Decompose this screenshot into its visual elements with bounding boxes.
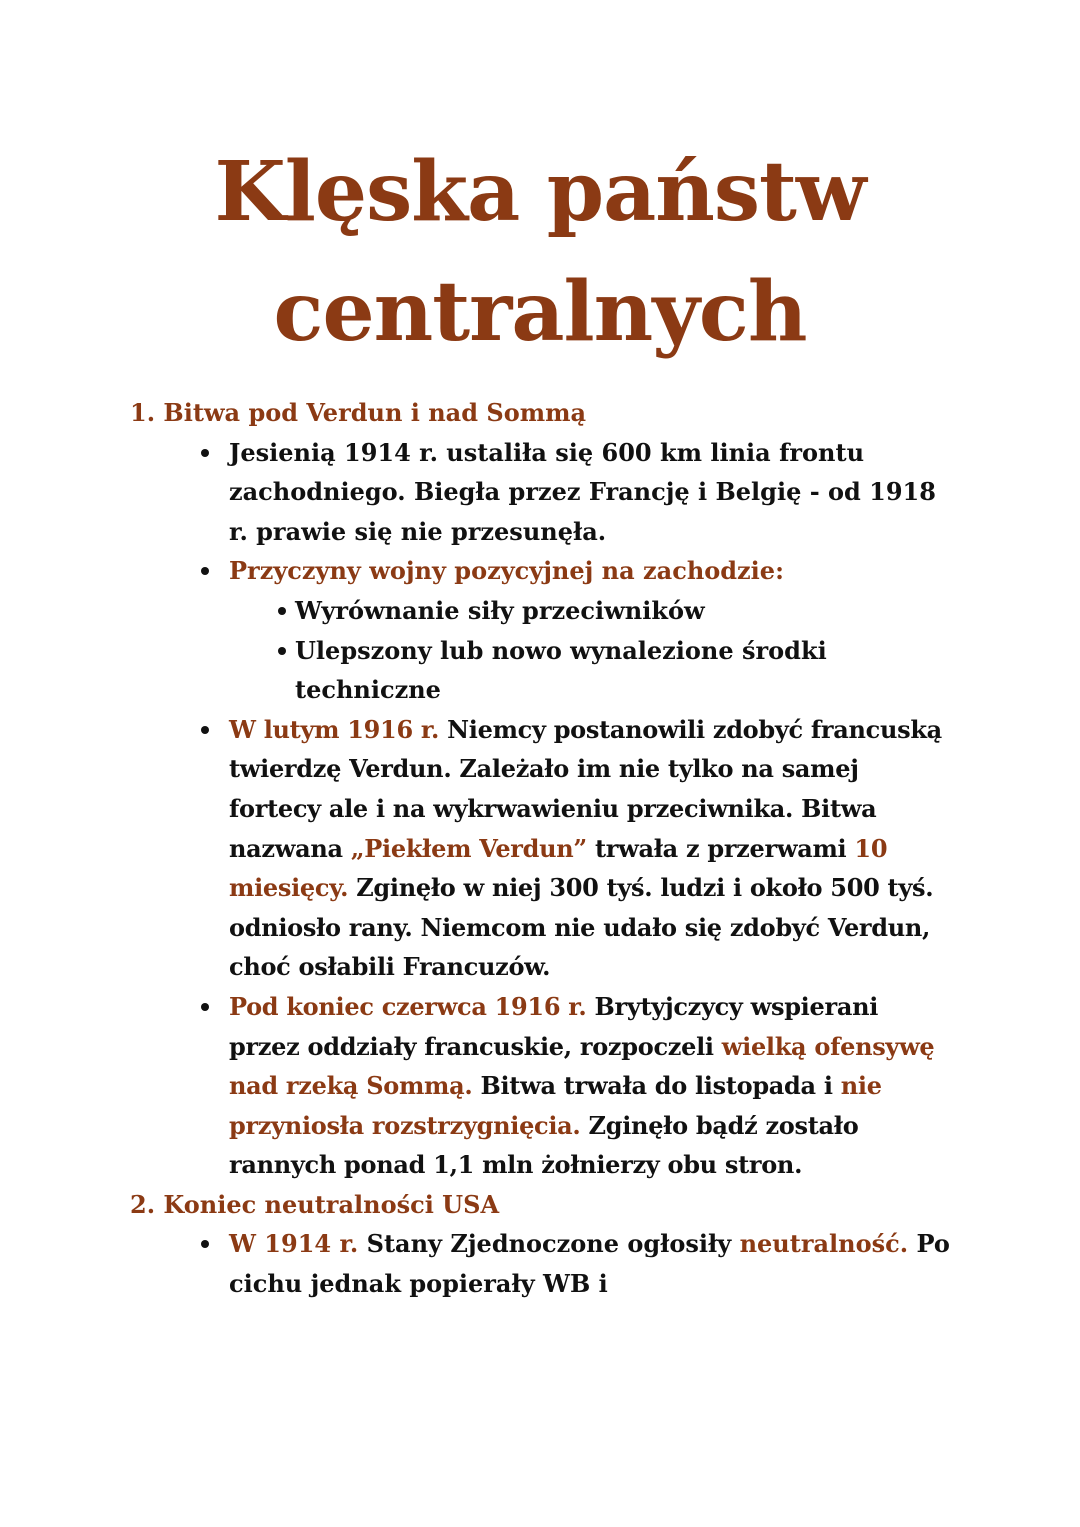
- list-item: [229, 710, 950, 987]
- highlight-date: W 1914 r.: [229, 1229, 359, 1259]
- list-item: [229, 987, 950, 1185]
- list-item: [229, 1224, 950, 1303]
- sub-bullet-list: [229, 591, 950, 710]
- page-title-line-1: Klęska państw: [214, 144, 866, 240]
- highlight-event: wielką ofensywę nad rzeką Sommą.: [229, 1031, 935, 1101]
- highlight-date: W lutym 1916 r.: [229, 714, 440, 744]
- bullet-text: Zginęło w niej 300 tyś. ludzi i około 500 tyś. odniosło rany. Niemcom nie udało się zdobyć Verdun, choć osłabili Francuzów.: [229, 873, 934, 982]
- list-item: [229, 551, 950, 709]
- list-item: [229, 433, 950, 552]
- highlight-outcome: nie przyniosła rozstrzygnięcia.: [229, 1071, 882, 1140]
- bullet-text: trwała z przerwami: [586, 833, 855, 863]
- highlight-term: neutralność.: [739, 1229, 909, 1259]
- highlight-date: Pod koniec czerwca 1916 r.: [229, 991, 587, 1021]
- bullet-text: Niemcy postanowili zdobyć francuską twierdzę Verdun. Zależało im nie tylko na samej fortecy ale i na wykrwawieniu przeciwnika. Bitwa nazwana: [229, 714, 942, 863]
- section-heading-2: 2. Koniec neutralności USA: [130, 1189, 500, 1219]
- sub-bullet-text: Wyrównanie siły przeciwników: [295, 595, 705, 625]
- bullet-text: Po cichu jednak popierały WB i: [229, 1229, 950, 1299]
- page-title-line-2: centralnych: [273, 264, 807, 360]
- section-1-bullet-list: [130, 433, 950, 1185]
- highlight-name: „Piekłem Verdun”: [350, 833, 587, 863]
- sub-list-item: [295, 631, 950, 710]
- bullet-text: Bitwa trwała do listopada i: [472, 1071, 841, 1101]
- bullet-text: Zginęło bądź zostało rannych ponad 1,1 mln żołnierzy obu stron.: [229, 1110, 859, 1180]
- bullet-text: Stany Zjednoczone ogłosiły: [358, 1229, 740, 1259]
- highlight-duration: 10 miesięcy.: [229, 833, 888, 903]
- sub-list-item: [295, 591, 950, 631]
- bullet-text: Brytyjczycy wspierani przez oddziały francuskie, rozpoczeli: [229, 991, 879, 1061]
- bullet-text: Jesienią 1914 r. ustaliła się 600 km linia frontu zachodniego. Biegła przez Francję i Belgię - od 1918 r. prawie się nie przesunęła.: [229, 437, 936, 546]
- bullet-heading: Przyczyny wojny pozycyjnej na zachodzie:: [229, 556, 784, 586]
- sub-bullet-text: Ulepszony lub nowo wynalezione środki techniczne: [295, 635, 827, 705]
- section-heading-1: 1. Bitwa pod Verdun i nad Sommą: [130, 398, 587, 427]
- document-body: [130, 393, 950, 1304]
- section-2-bullet-list: [130, 1224, 950, 1303]
